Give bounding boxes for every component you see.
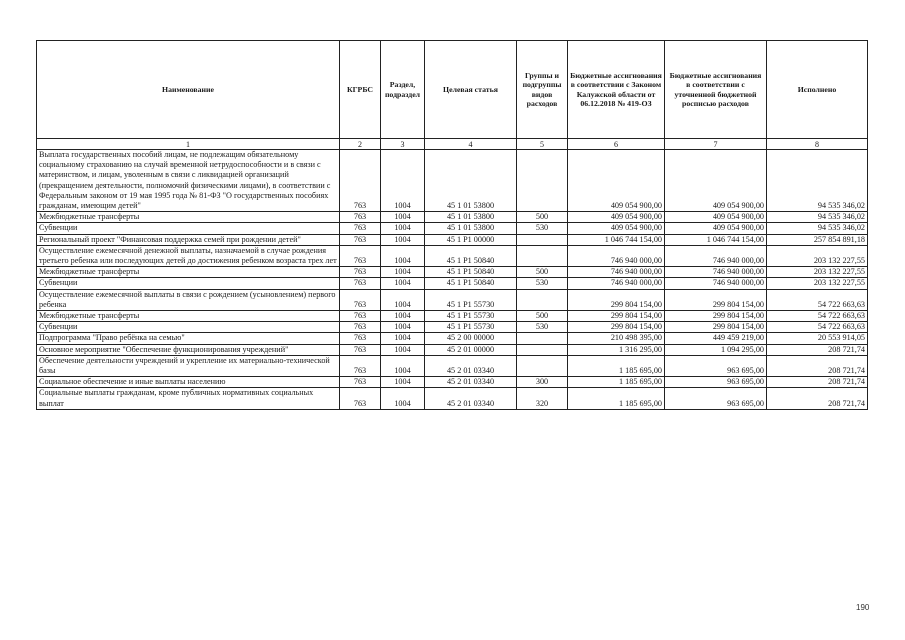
table-row	[37, 377, 868, 388]
table-row	[37, 289, 868, 310]
row-kgrbs: 763	[340, 278, 381, 289]
row-target: 45 1 P1 50840	[425, 267, 517, 278]
row-name: Основное мероприятие "Обеспечение функционирования учреждений"	[37, 344, 340, 355]
row-target: 45 1 P1 55730	[425, 289, 517, 310]
table-body	[37, 150, 868, 410]
row-kgrbs: 763	[340, 267, 381, 278]
row-kgrbs: 763	[340, 150, 381, 212]
row-law-amount: 409 054 900,00	[568, 223, 665, 234]
row-group: 500	[517, 267, 568, 278]
table-row	[37, 267, 868, 278]
row-group: 320	[517, 388, 568, 409]
row-refined-amount: 963 695,00	[665, 388, 767, 409]
table-row	[37, 150, 868, 212]
row-kgrbs: 763	[340, 388, 381, 409]
row-refined-amount: 409 054 900,00	[665, 150, 767, 212]
row-executed-amount: 203 132 227,55	[767, 267, 868, 278]
table-row	[37, 311, 868, 322]
row-executed-amount: 94 535 346,02	[767, 150, 868, 212]
row-name: Субвенции	[37, 278, 340, 289]
col-target-header: Целевая статья	[425, 41, 517, 139]
row-refined-amount: 299 804 154,00	[665, 322, 767, 333]
row-law-amount: 409 054 900,00	[568, 150, 665, 212]
col-groups-header: Группы и подгруппы видов расходов	[517, 41, 568, 139]
table-row	[37, 355, 868, 376]
row-target: 45 1 P1 55730	[425, 322, 517, 333]
row-target: 45 1 01 53800	[425, 150, 517, 212]
row-law-amount: 1 185 695,00	[568, 388, 665, 409]
row-kgrbs: 763	[340, 333, 381, 344]
row-name: Обеспечение деятельности учреждений и укрепление их материально-технической базы	[37, 355, 340, 376]
col-number: 8	[767, 139, 868, 150]
row-group: 300	[517, 377, 568, 388]
row-group	[517, 333, 568, 344]
column-numbers-row	[37, 139, 868, 150]
col-number: 2	[340, 139, 381, 150]
row-section: 1004	[381, 311, 425, 322]
row-name: Социальное обеспечение и иные выплаты населению	[37, 377, 340, 388]
row-executed-amount: 54 722 663,63	[767, 311, 868, 322]
page-number: 190	[856, 603, 870, 612]
row-group	[517, 355, 568, 376]
row-target: 45 1 P1 50840	[425, 245, 517, 266]
table-row	[37, 212, 868, 223]
row-executed-amount: 208 721,74	[767, 388, 868, 409]
row-section: 1004	[381, 322, 425, 333]
row-executed-amount: 257 854 891,18	[767, 234, 868, 245]
row-target: 45 2 00 00000	[425, 333, 517, 344]
row-refined-amount: 963 695,00	[665, 355, 767, 376]
row-target: 45 2 01 03340	[425, 377, 517, 388]
row-section: 1004	[381, 344, 425, 355]
col-number: 6	[568, 139, 665, 150]
col-number: 1	[37, 139, 340, 150]
budget-table	[36, 40, 868, 410]
row-law-amount: 746 940 000,00	[568, 245, 665, 266]
col-number: 4	[425, 139, 517, 150]
row-executed-amount: 203 132 227,55	[767, 278, 868, 289]
row-kgrbs: 763	[340, 344, 381, 355]
col-kgrbs-header: КГРБС	[340, 41, 381, 139]
row-group	[517, 245, 568, 266]
row-section: 1004	[381, 289, 425, 310]
row-law-amount: 299 804 154,00	[568, 322, 665, 333]
row-executed-amount: 208 721,74	[767, 377, 868, 388]
row-executed-amount: 208 721,74	[767, 344, 868, 355]
row-refined-amount: 746 940 000,00	[665, 278, 767, 289]
row-target: 45 1 01 53800	[425, 212, 517, 223]
row-executed-amount: 94 535 346,02	[767, 223, 868, 234]
row-group: 530	[517, 278, 568, 289]
header-row	[37, 41, 868, 139]
row-name: Социальные выплаты гражданам, кроме публичных нормативных социальных выплат	[37, 388, 340, 409]
table-row	[37, 333, 868, 344]
row-group	[517, 150, 568, 212]
row-executed-amount: 54 722 663,63	[767, 289, 868, 310]
row-name: Региональный проект "Финансовая поддержка семей при рождении детей"	[37, 234, 340, 245]
col-number: 3	[381, 139, 425, 150]
row-section: 1004	[381, 333, 425, 344]
row-target: 45 1 P1 00000	[425, 234, 517, 245]
row-refined-amount: 409 054 900,00	[665, 212, 767, 223]
row-kgrbs: 763	[340, 355, 381, 376]
row-law-amount: 299 804 154,00	[568, 311, 665, 322]
row-group	[517, 344, 568, 355]
row-kgrbs: 763	[340, 212, 381, 223]
table-row	[37, 234, 868, 245]
row-executed-amount: 20 553 914,05	[767, 333, 868, 344]
row-kgrbs: 763	[340, 377, 381, 388]
row-refined-amount: 299 804 154,00	[665, 289, 767, 310]
row-group: 530	[517, 223, 568, 234]
row-name: Межбюджетные трансферты	[37, 212, 340, 223]
row-law-amount: 1 046 744 154,00	[568, 234, 665, 245]
row-target: 45 2 01 00000	[425, 344, 517, 355]
row-name: Осуществление ежемесячной выплаты в связи с рождением (усыновлением) первого ребенка	[37, 289, 340, 310]
row-section: 1004	[381, 388, 425, 409]
row-law-amount: 746 940 000,00	[568, 267, 665, 278]
row-kgrbs: 763	[340, 234, 381, 245]
row-kgrbs: 763	[340, 289, 381, 310]
row-executed-amount: 54 722 663,63	[767, 322, 868, 333]
col-number: 7	[665, 139, 767, 150]
table-row	[37, 344, 868, 355]
row-section: 1004	[381, 212, 425, 223]
row-section: 1004	[381, 355, 425, 376]
row-kgrbs: 763	[340, 322, 381, 333]
row-law-amount: 210 498 395,00	[568, 333, 665, 344]
row-law-amount: 1 185 695,00	[568, 377, 665, 388]
table-row	[37, 278, 868, 289]
row-group: 500	[517, 212, 568, 223]
row-section: 1004	[381, 245, 425, 266]
row-kgrbs: 763	[340, 311, 381, 322]
row-section: 1004	[381, 278, 425, 289]
row-section: 1004	[381, 150, 425, 212]
row-law-amount: 1 316 295,00	[568, 344, 665, 355]
row-refined-amount: 1 046 744 154,00	[665, 234, 767, 245]
row-section: 1004	[381, 223, 425, 234]
table-row	[37, 245, 868, 266]
row-kgrbs: 763	[340, 245, 381, 266]
row-group	[517, 234, 568, 245]
row-group	[517, 289, 568, 310]
row-law-amount: 1 185 695,00	[568, 355, 665, 376]
row-section: 1004	[381, 234, 425, 245]
table-row	[37, 322, 868, 333]
col-law-header: Бюджетные ассигнования в соответствии с Законом Калужской области от 06.12.2018 № 419-ОЗ	[568, 41, 665, 139]
row-group: 530	[517, 322, 568, 333]
col-refined-header: Бюджетные ассигнования в соответствии с уточненной бюджетной росписью расходов	[665, 41, 767, 139]
row-kgrbs: 763	[340, 223, 381, 234]
row-name: Выплата государственных пособий лицам, не подлежащим обязательному социальному страхованию на случай временной нетрудоспособности и в связи с материнством, и лицам, уволенным в связи с ликвидацией организаций (прекращением деятельности, полномочий физическими лицами), в соответствии с Федеральным законом от 19 мая 1995 года № 81-ФЗ "О государственных пособиях гражданам, имеющим детей"	[37, 150, 340, 212]
col-executed-header: Исполнено	[767, 41, 868, 139]
table-row	[37, 223, 868, 234]
row-refined-amount: 409 054 900,00	[665, 223, 767, 234]
row-law-amount: 409 054 900,00	[568, 212, 665, 223]
row-target: 45 1 P1 50840	[425, 278, 517, 289]
table-row	[37, 388, 868, 409]
col-section-header: Раздел, подраздел	[381, 41, 425, 139]
row-target: 45 1 01 53800	[425, 223, 517, 234]
row-target: 45 2 01 03340	[425, 355, 517, 376]
row-section: 1004	[381, 377, 425, 388]
row-group: 500	[517, 311, 568, 322]
row-name: Подпрограмма "Право ребёнка на семью"	[37, 333, 340, 344]
row-refined-amount: 746 940 000,00	[665, 267, 767, 278]
row-refined-amount: 963 695,00	[665, 377, 767, 388]
row-name: Субвенции	[37, 322, 340, 333]
col-number: 5	[517, 139, 568, 150]
row-section: 1004	[381, 267, 425, 278]
row-name: Субвенции	[37, 223, 340, 234]
row-executed-amount: 94 535 346,02	[767, 212, 868, 223]
row-refined-amount: 1 094 295,00	[665, 344, 767, 355]
row-executed-amount: 203 132 227,55	[767, 245, 868, 266]
row-refined-amount: 746 940 000,00	[665, 245, 767, 266]
row-executed-amount: 208 721,74	[767, 355, 868, 376]
row-name: Межбюджетные трансферты	[37, 311, 340, 322]
row-law-amount: 746 940 000,00	[568, 278, 665, 289]
row-name: Осуществление ежемесячной денежной выплаты, назначаемой в случае рождения третьего ребенка или последующих детей до достижения ребенком возраста трех лет	[37, 245, 340, 266]
row-refined-amount: 449 459 219,00	[665, 333, 767, 344]
row-target: 45 1 P1 55730	[425, 311, 517, 322]
row-law-amount: 299 804 154,00	[568, 289, 665, 310]
row-target: 45 2 01 03340	[425, 388, 517, 409]
col-name-header: Наименование	[37, 41, 340, 139]
row-name: Межбюджетные трансферты	[37, 267, 340, 278]
row-refined-amount: 299 804 154,00	[665, 311, 767, 322]
